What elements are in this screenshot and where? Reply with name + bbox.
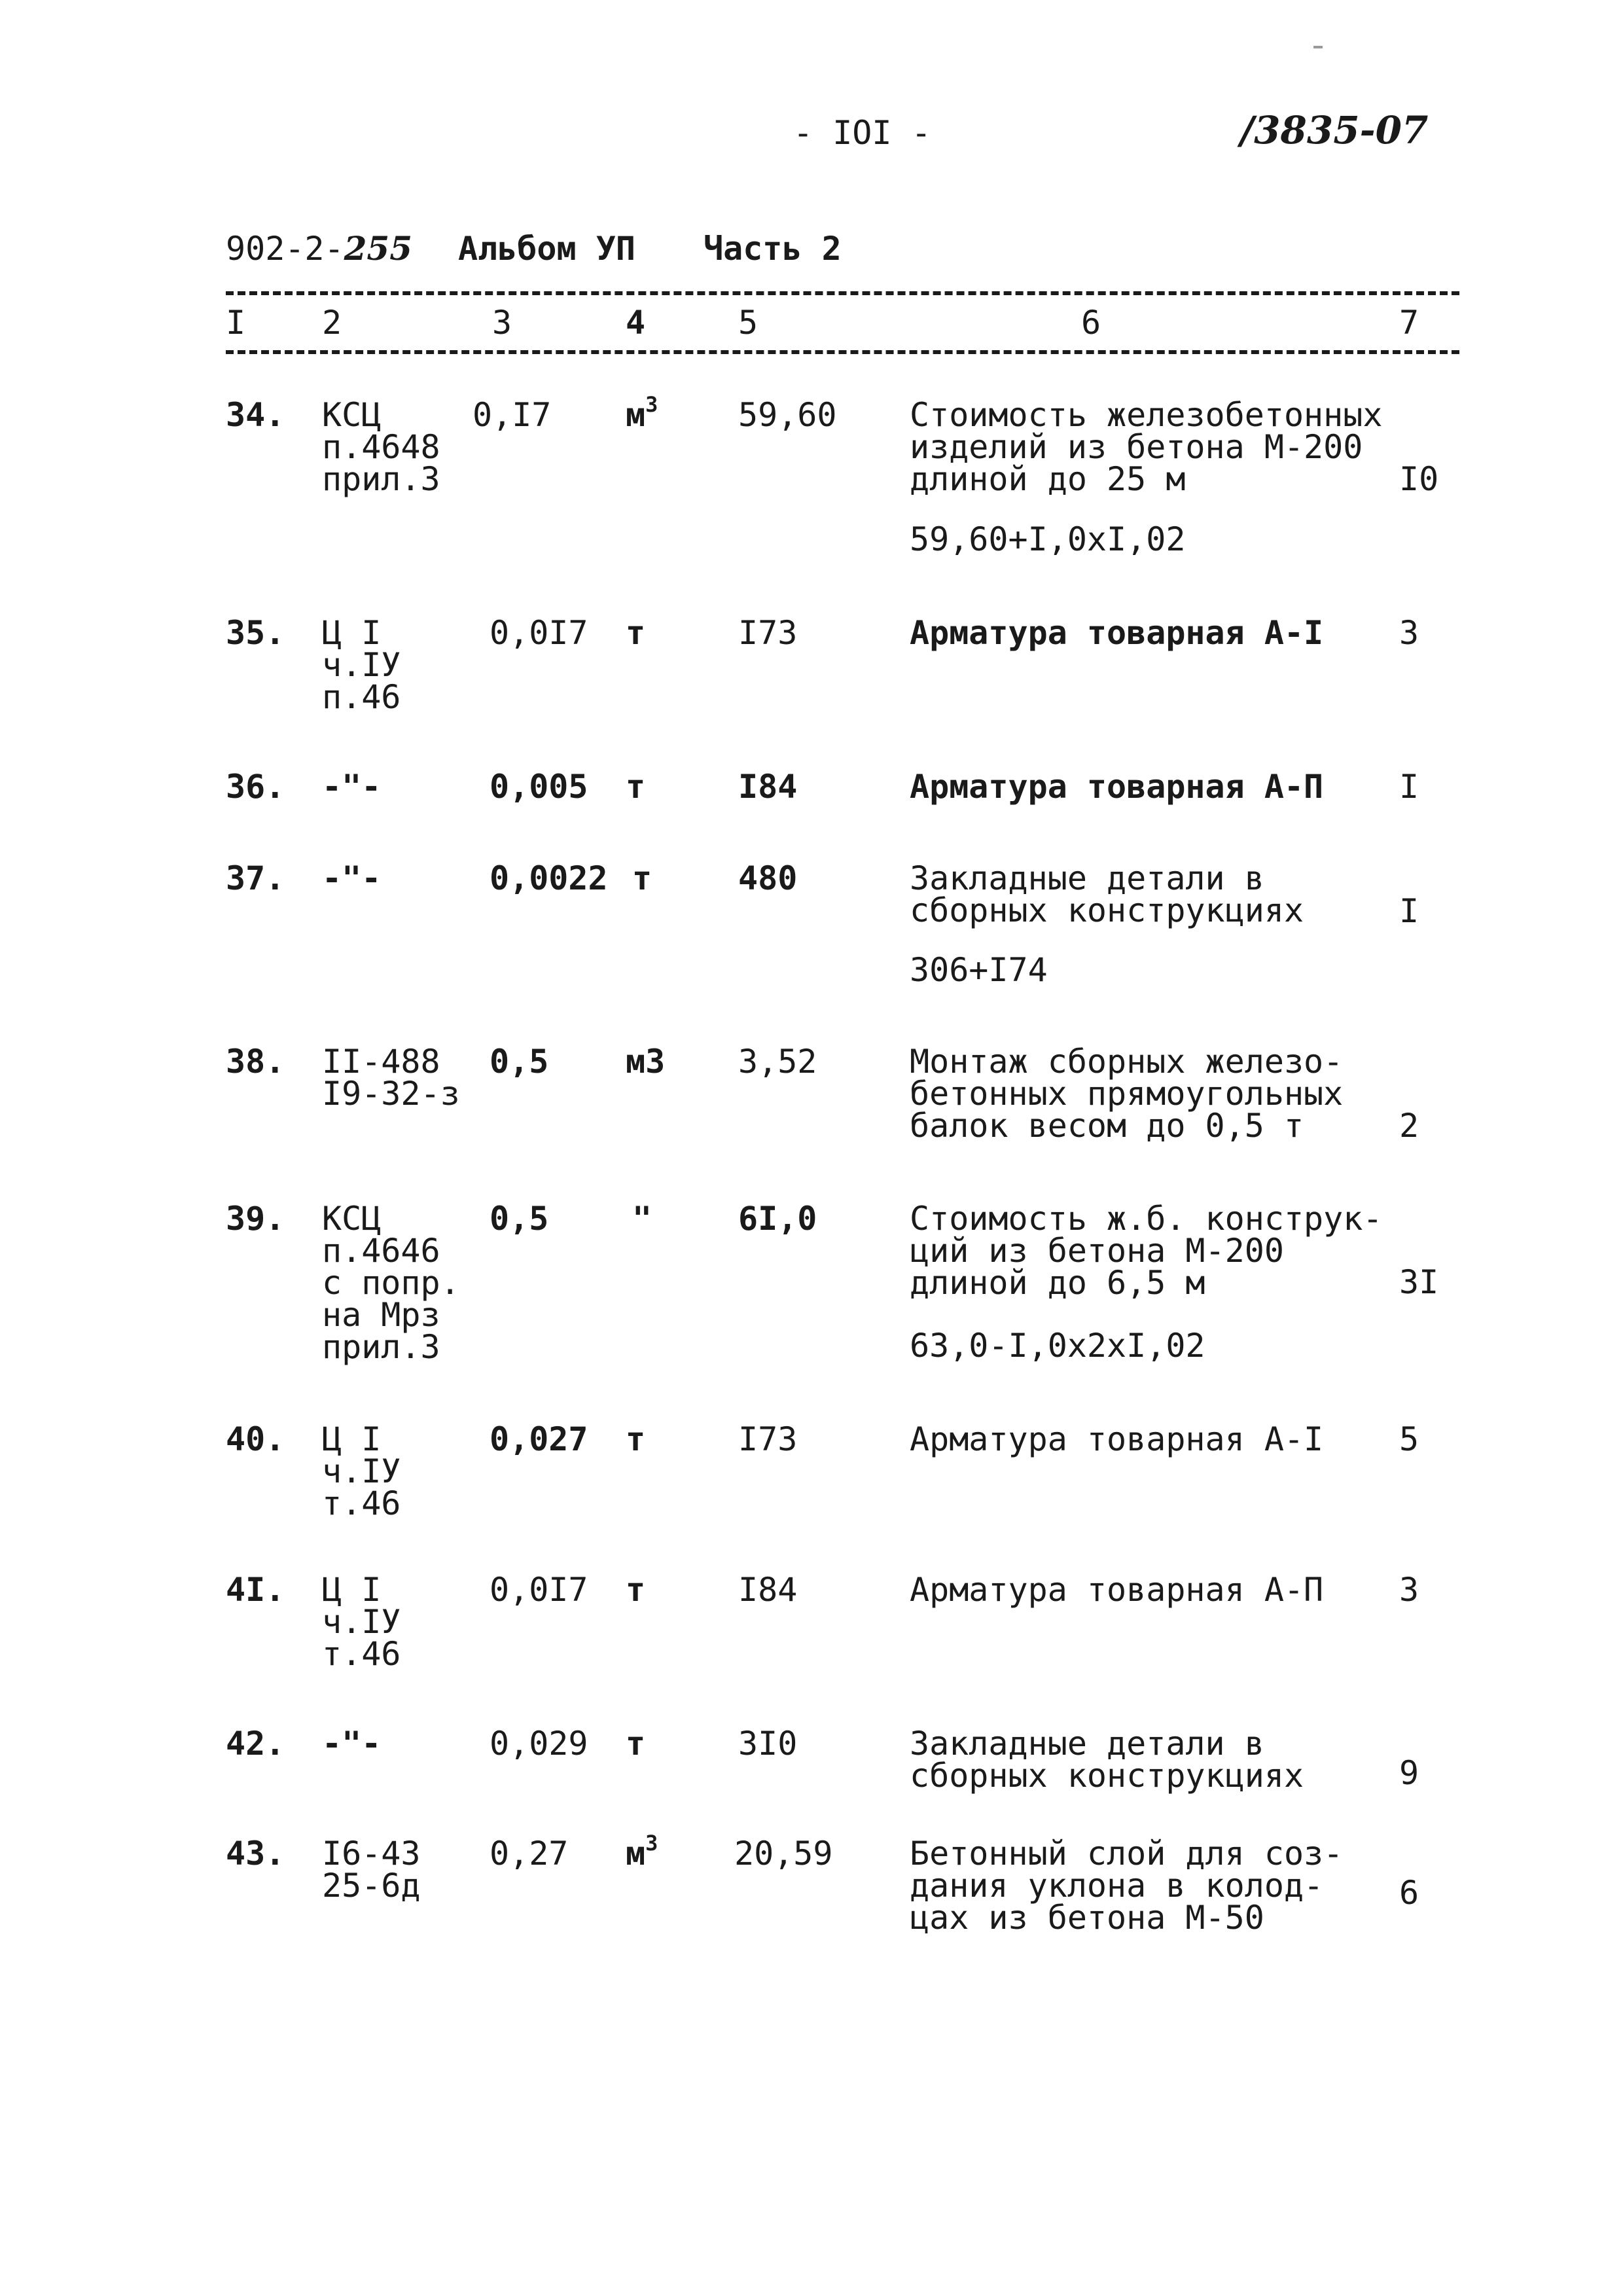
series-prefix: 902-2- xyxy=(226,230,344,268)
row-reference: -"- xyxy=(322,1725,382,1763)
row-quantity: 0,5 xyxy=(490,1200,549,1238)
page-number: - IOI - xyxy=(793,114,931,152)
row-reference: КСЦ п.4648 прил.3 xyxy=(322,396,440,498)
row-unit-price: 3,52 xyxy=(738,1043,817,1081)
row-number: 42. xyxy=(226,1725,285,1763)
row-quantity: 0,005 xyxy=(490,768,588,806)
row-number: 40. xyxy=(226,1420,285,1458)
row-number: 34. xyxy=(226,396,285,434)
row-number: 43. xyxy=(226,1835,285,1873)
unit-superscript: 3 xyxy=(645,1831,658,1856)
row-number: 35. xyxy=(226,614,285,652)
row-quantity: 0,0022 xyxy=(490,859,608,897)
row-quantity: 0,0I7 xyxy=(490,614,588,652)
row-reference: Ц I ч.IУ т.46 xyxy=(322,1571,401,1673)
row-total: 3I xyxy=(1399,1263,1439,1301)
row-total: 6 xyxy=(1399,1874,1419,1912)
header-top-rule xyxy=(226,291,1459,295)
row-reference: Ц I ч.IУ п.46 xyxy=(322,614,401,716)
row-calculation: 59,60+I,0хI,02 xyxy=(910,520,1186,558)
row-number: 36. xyxy=(226,768,285,806)
header-bottom-rule xyxy=(226,350,1459,354)
row-description: Арматура товарная А-П xyxy=(910,768,1324,806)
document-code: /3835-07 xyxy=(1240,108,1429,152)
row-unit: т xyxy=(626,1571,646,1609)
row-reference: Ц I ч.IУ т.46 xyxy=(322,1420,401,1522)
row-number: 4I. xyxy=(226,1571,285,1609)
row-unit: т xyxy=(626,614,646,652)
part-label: Часть 2 xyxy=(704,230,842,268)
row-unit: т xyxy=(626,1725,646,1763)
row-description: Арматура товарная А-I xyxy=(910,1420,1324,1458)
row-calculation: 306+I74 xyxy=(910,951,1048,989)
series-number: 255 xyxy=(344,229,412,268)
album-label: Альбом УП xyxy=(458,230,635,268)
row-description: Закладные детали в сборных конструкциях xyxy=(910,1725,1304,1795)
row-unit: т xyxy=(626,768,646,806)
row-description: Арматура товарная А-П xyxy=(910,1571,1324,1609)
row-total: 2 xyxy=(1399,1107,1419,1145)
row-unit: м3 xyxy=(626,1043,666,1081)
col-header-5: 5 xyxy=(738,304,758,342)
scan-speck xyxy=(1313,46,1323,48)
row-unit-price: 6I,0 xyxy=(738,1200,817,1238)
row-unit-price: I84 xyxy=(738,1571,798,1609)
row-quantity: 0,0I7 xyxy=(490,1571,588,1609)
row-total: I0 xyxy=(1399,460,1439,498)
row-total: 5 xyxy=(1399,1420,1419,1458)
row-description: Закладные детали в сборных конструкциях xyxy=(910,859,1304,929)
row-description: Бетонный слой для соз- дания уклона в колод- цах из бетона М-50 xyxy=(910,1835,1344,1937)
col-header-7: 7 xyxy=(1399,304,1419,342)
row-unit: т xyxy=(632,859,652,897)
row-description: Монтаж сборных железо- бетонных прямоугольных балок весом до 0,5 т xyxy=(910,1043,1344,1145)
row-total: 9 xyxy=(1399,1754,1419,1792)
row-total: I xyxy=(1399,892,1419,930)
row-reference: -"- xyxy=(322,768,382,806)
row-number: 39. xyxy=(226,1200,285,1238)
row-reference: II-488 I9-32-з xyxy=(322,1043,460,1113)
row-quantity: 0,27 xyxy=(490,1835,569,1873)
row-unit-price: 20,59 xyxy=(734,1835,833,1873)
row-unit-price: I73 xyxy=(738,1420,798,1458)
col-header-2: 2 xyxy=(322,304,342,342)
row-quantity: 0,5 xyxy=(490,1043,549,1081)
row-unit: $м^3$ xyxy=(626,1831,658,1873)
unit-superscript: 3 xyxy=(645,392,658,417)
series-title xyxy=(226,229,412,268)
row-description: Стоимость ж.б. конструк- ций из бетона М-200 длиной до 6,5 м xyxy=(910,1200,1383,1302)
row-calculation: 63,0-I,0х2хI,02 xyxy=(910,1327,1205,1365)
row-total: 3 xyxy=(1399,1571,1419,1609)
row-unit-price: 59,60 xyxy=(738,396,837,434)
row-unit-price: 480 xyxy=(738,859,798,897)
row-reference: КСЦ п.4646 с попр. на Мрз прил.3 xyxy=(322,1200,460,1366)
row-quantity: 0,029 xyxy=(490,1725,588,1763)
row-total: I xyxy=(1399,768,1419,806)
row-quantity: 0,027 xyxy=(490,1420,588,1458)
row-unit: " xyxy=(632,1200,652,1238)
row-unit-price: I84 xyxy=(738,768,798,806)
col-header-3: 3 xyxy=(492,304,512,342)
row-unit-price: 3I0 xyxy=(738,1725,798,1763)
row-unit: $м^3$ xyxy=(626,392,658,434)
row-reference: -"- xyxy=(322,859,382,897)
row-description: Стоимость железобетонных изделий из бетона М-200 длиной до 25 м xyxy=(910,396,1383,498)
row-unit: т xyxy=(626,1420,646,1458)
row-reference: I6-43 25-6д xyxy=(322,1835,421,1905)
row-number: 37. xyxy=(226,859,285,897)
row-unit-price: I73 xyxy=(738,614,798,652)
row-number: 38. xyxy=(226,1043,285,1081)
col-header-1: I xyxy=(226,304,246,342)
col-header-6: 6 xyxy=(1081,304,1101,342)
row-total: 3 xyxy=(1399,614,1419,652)
col-header-4: 4 xyxy=(626,304,646,342)
row-quantity: 0,I7 xyxy=(473,396,552,434)
row-description: Арматура товарная А-I xyxy=(910,614,1324,652)
